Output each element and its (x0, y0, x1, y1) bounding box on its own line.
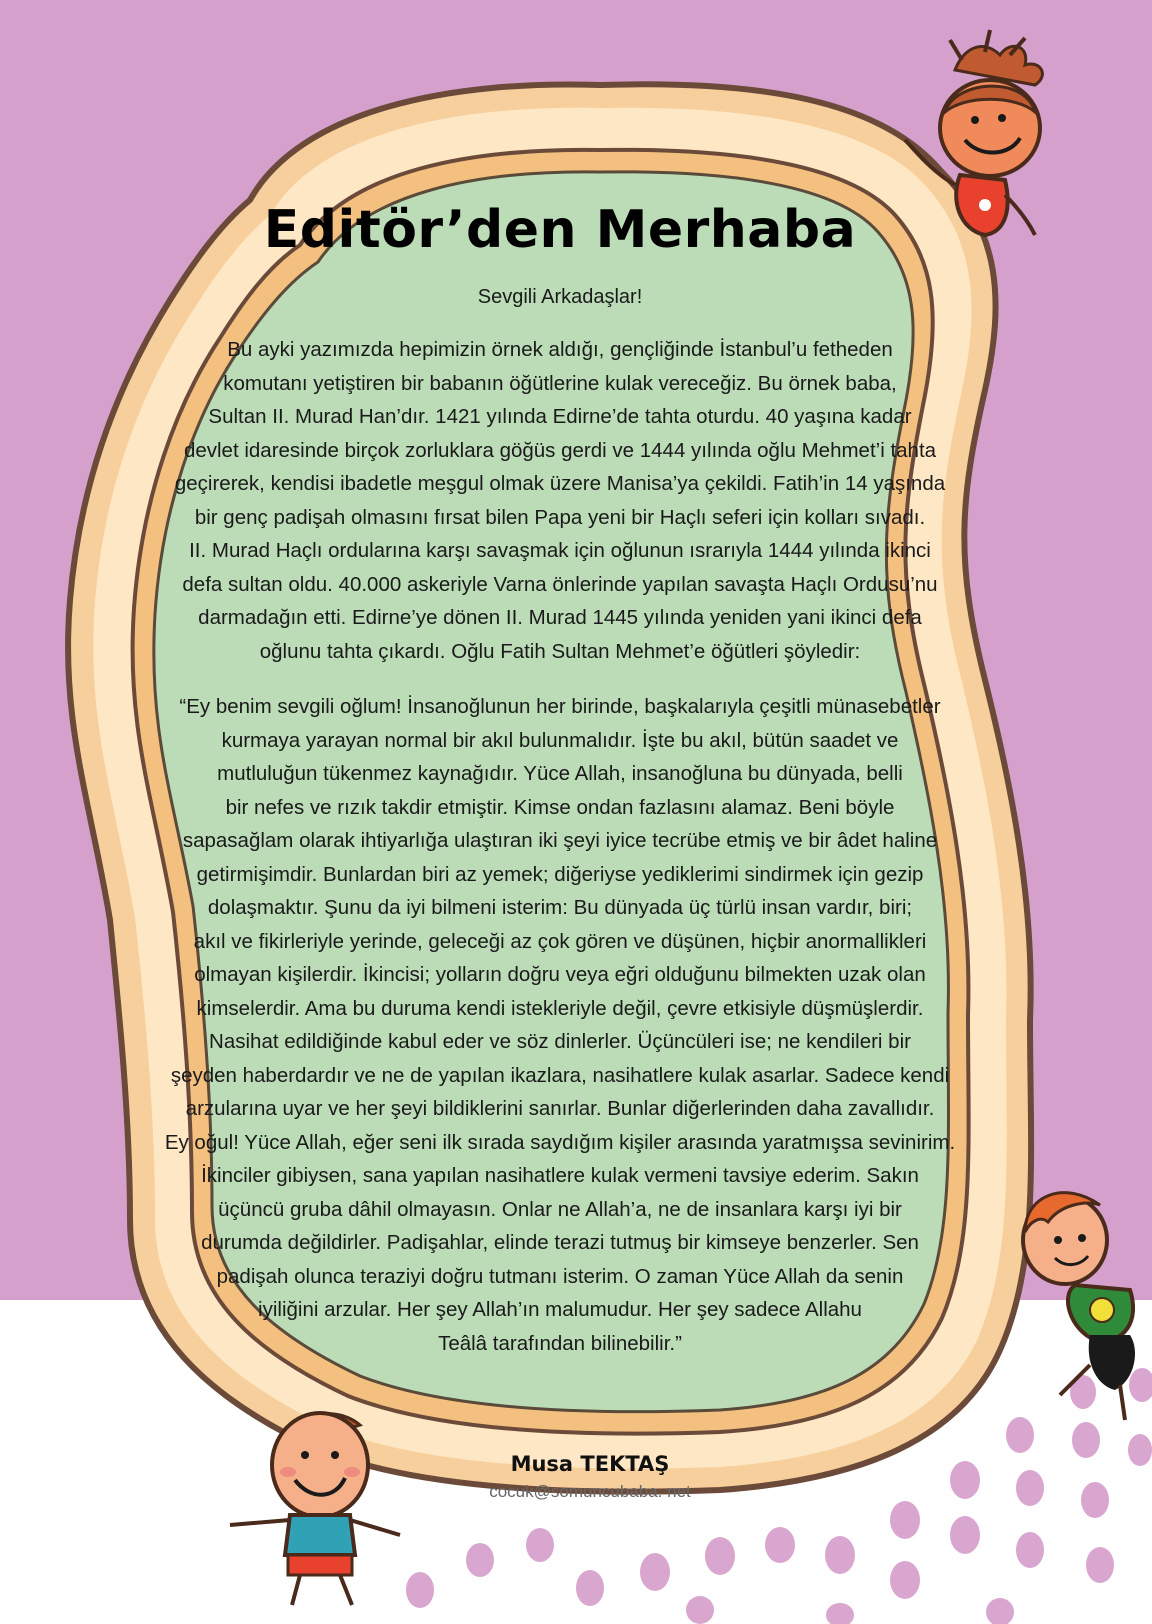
author-email: cocuk@somuncubaba. net (489, 1482, 691, 1501)
intro-paragraph: Bu ayki yazımızda hepimizin örnek aldığı, gençliğinde İstanbul’u fetheden komutanı yetiştiren bir babanın öğütlerine kulak vereceğiz. Bu örnek baba, Sultan II. Murad Han’dır. 1421 yılında Edirne’de tahta oturdu. 40 yaşına kadar devlet idaresinde birçok zorluklara göğüs gerdi ve 1444 yılında oğlu Mehmet’i tahta geçirerek, kendisi ibadetle meşgul olmak üzere Manisa’ya çekildi. Fatih’in 14 yaşında bir genç padişah olmasını fırsat bilen Papa yeni bir Haçlı seferi için kolları sıvadı. II. Murad Haçlı ordularına karşı savaşmak için oğlunun ısrarıyla 1444 yılında ikinci defa sultan oldu. 40.000 askeriyle Varna önlerinde yapılan savaşta Haçlı Ordusu’nu darmadağın etti. Edirne’ye dönen II. Murad 1445 yılında yeniden yani ikinci defa oğlunu tahta çıkardı. Oğlu Fatih Sultan Mehmet’e öğütleri şöyledir: (174, 338, 946, 663)
editorial-text (150, 200, 970, 1360)
author-block (380, 1452, 800, 1502)
page-title: Editör’den Merhaba (263, 200, 857, 260)
quote-paragraph: “Ey benim sevgili oğlum! İnsanoğlunun her birinde, başkalarıyla çeşitli münasebetler kurmaya yarayan normal bir akıl bulunmalıdır. İşte bu akıl, bütün saadet ve mutluluğun tükenmez kaynağıdır. Yüce Allah, insanoğluna bu dünyada, belli bir nefes ve rızık takdir etmiştir. Kimse ondan fazlasını alamaz. Beni böyle sapasağlam olarak ihtiyarlığa ulaştıran iki şeyi iyice tecrübe etmiş ve bir âdet haline getirmişimdir. Bunlardan biri az yemek; diğeriyse yediklerimi sindirmek için gezip dolaşmaktır. Şunu da iyi bilmeni isterim: Bu dünyada üç türlü insan vardır, biri; akıl ve fikirleriyle yerinde, geleceği az çok gören ve düşünen, hiçbir anormallikleri olmayan kişilerdir. İkincisi; yolların doğru veya eğri olduğunu bilmekten uzak olan kimselerdir. Ama bu duruma kendi istekleriyle değil, çevre etkisiyle düşmüşlerdir. Nasihat edildiğinde kabul eder ve söz dinlerler. Üçüncüleri ise; ne kendileri bir şeyden haberdardır ve ne de yapılan ikazlara, nasihatlere kulak asarlar. Sadece kendi arzularına uyar ve her şeyi bildiklerini sanırlar. Bunlar diğerlerinden daha zavallıdır. Ey oğul! Yüce Allah, eğer seni ilk sırada saydığım kişiler arasında yaratmışsa sevinirim. İkinciler gibiysen, sana yapılan nasihatlere kulak vermeni tavsiye ederim. Sakın üçüncü gruba dâhil olmayasın. Onlar ne Allah’a, ne de insanlara karşı iyi bir durumda değildirler. Padişahlar, elinde terazi tutmuş bir kimseye benzerler. Sen padişah olunca teraziyi doğru tutmanı isterim. O zaman Yüce Allah da senin iyiliğini arzular. Her şey Allah’ın malumudur. Her şey sadece Allahu Teâlâ tarafından bilinebilir.” (164, 695, 956, 1355)
author-name: Musa TEKTAŞ (510, 1452, 670, 1476)
greeting: Sevgili Arkadaşlar! (477, 286, 643, 308)
